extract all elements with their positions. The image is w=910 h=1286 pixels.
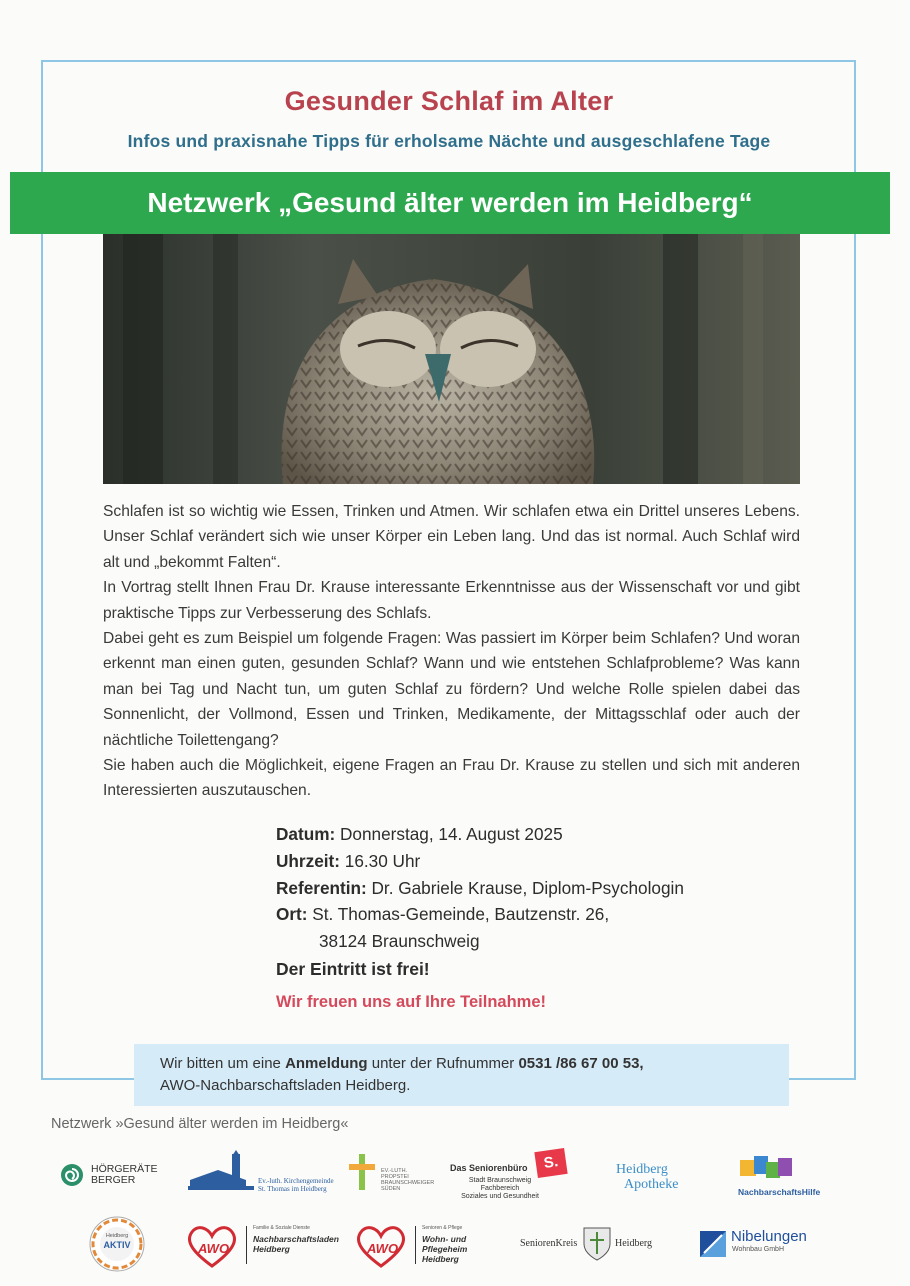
- time-row: [276, 848, 816, 875]
- logo-nachbarschaftshilfe: NachbarschaftsHilfe: [738, 1156, 838, 1202]
- date-value: Donnerstag, 14. August 2025: [339, 824, 563, 844]
- place-row: [276, 901, 816, 928]
- crest-icon: [582, 1226, 612, 1262]
- network-footer-label: Netzwerk »Gesund älter werden im Heidberg«: [51, 1116, 349, 1132]
- date-label: Datum:: [276, 824, 336, 844]
- paragraph-exchange: Sie haben auch die Möglichkeit, eigene Fragen an Frau Dr. Krause zu stellen und sich mit anderen Interessierten auszutauschen.: [103, 757, 800, 800]
- time-value: 16.30 Uhr: [344, 850, 421, 871]
- registration-strong: Anmeldung: [285, 1055, 368, 1072]
- speaker-value: Dr. Gabriele Krause, Diplom-Psychologin: [371, 877, 684, 898]
- description-text: [103, 499, 800, 804]
- paragraph-lecture: In Vortrag stellt Ihnen Frau Dr. Krause interessante Erkenntnisse aus der Wissenschaft vor und gibt praktische Tipps zur Verbesserung des Schlafs.: [103, 579, 800, 622]
- nibelungen-icon: [700, 1231, 726, 1257]
- place-line1: St. Thomas-Gemeinde, Bautzenstr. 26,: [312, 904, 610, 925]
- time-label: Uhrzeit:: [276, 850, 340, 871]
- registration-line2: AWO-Nachbarschaftsladen Heidberg.: [160, 1077, 411, 1094]
- free-entry: Der Eintritt ist frei!: [276, 958, 430, 979]
- logo-awo-nachbarschaftsladen: AWO Familie & Soziale Dienste Nachbarschaftsladen Heidberg: [186, 1224, 326, 1268]
- logo-seniorenkreis: SeniorenKreis Heidberg: [520, 1226, 660, 1266]
- registration-line1: Wir bitten um eine Anmeldung unter der Rufnummer 0531 /86 67 00 53,: [160, 1055, 644, 1072]
- speaker-row: [276, 875, 816, 902]
- page-title: Gesunder Schlaf im Alter: [284, 86, 614, 116]
- registration-phone: 0531 /86 67 00 53,: [518, 1055, 644, 1072]
- cross-icon: [345, 1152, 379, 1192]
- paragraph-questions: Dabei geht es zum Beispiel um folgende Fragen: Was passiert im Körper beim Schlafen? Und woran erkennt man einen guten, gesunden Schlaf? Wann und wie entstehen Schlafprobleme? Was kann man bei Tag und Nacht tun, um guten Schlaf zu fördern? Und welche Rolle spielen dabei das Sonnenlicht, der Vollmond, Essen und Trinken, Medikamente, der Mittagsschlaf oder auch der nächtliche Toilettengang?: [103, 630, 800, 749]
- logo-nibelungen: Nibelungen Wohnbau GmbH: [700, 1229, 820, 1261]
- logo-seniorenbuero: Das Seniorenbüro S. Stadt Braunschweig Fachbereich Soziales und Gesundheit: [450, 1148, 575, 1203]
- seniorenbuero-badge: S.: [534, 1148, 567, 1178]
- church-icon: [188, 1150, 254, 1192]
- place-label: Ort:: [276, 904, 308, 925]
- speaker-label: Referentin:: [276, 877, 367, 898]
- logo-heidberg-apotheke: Heidberg Apotheke: [616, 1162, 679, 1192]
- spiral-icon: [60, 1163, 84, 1187]
- puzzle-icon: [740, 1156, 792, 1186]
- logo-heidberg-aktiv: Heidberg AKTIV: [89, 1216, 145, 1272]
- network-banner: Netzwerk „Gesund älter werden im Heidberg“: [10, 172, 890, 234]
- date-row: [276, 821, 816, 848]
- owl-photo: [103, 234, 800, 484]
- logo-awo-pflegeheim: AWO Senioren & Pflege Wohn- und Pflegeheim Heidberg: [355, 1224, 495, 1268]
- welcome-text: Wir freuen uns auf Ihre Teilnahme!: [276, 992, 547, 1011]
- logo-propstei: EV.-LUTH. PROPSTEI BRAUNSCHWEIGER SÜDEN: [345, 1152, 425, 1194]
- paragraph-intro: Schlafen ist so wichtig wie Essen, Trinken und Atmen. Wir schlafen etwa ein Drittel unseres Lebens. Unser Schlaf verändert sich wie unser Körper ein Leben lang. Und das ist normal. Auch Schlaf wird alt und „bekommt Falten“.: [103, 503, 800, 571]
- place-line2: 38124 Braunschweig: [319, 931, 480, 952]
- registration-box: [134, 1044, 789, 1106]
- logo-hoergeraete-berger: HÖRGERÄTE BERGER: [60, 1161, 160, 1193]
- event-details: [276, 821, 816, 1016]
- page-subtitle: Infos und praxisnahe Tipps für erholsame Nächte und ausgeschlafene Tage: [127, 131, 771, 151]
- logo-kirchengemeinde: Ev.-luth. Kirchengemeinde St. Thomas im Heidberg: [188, 1150, 348, 1195]
